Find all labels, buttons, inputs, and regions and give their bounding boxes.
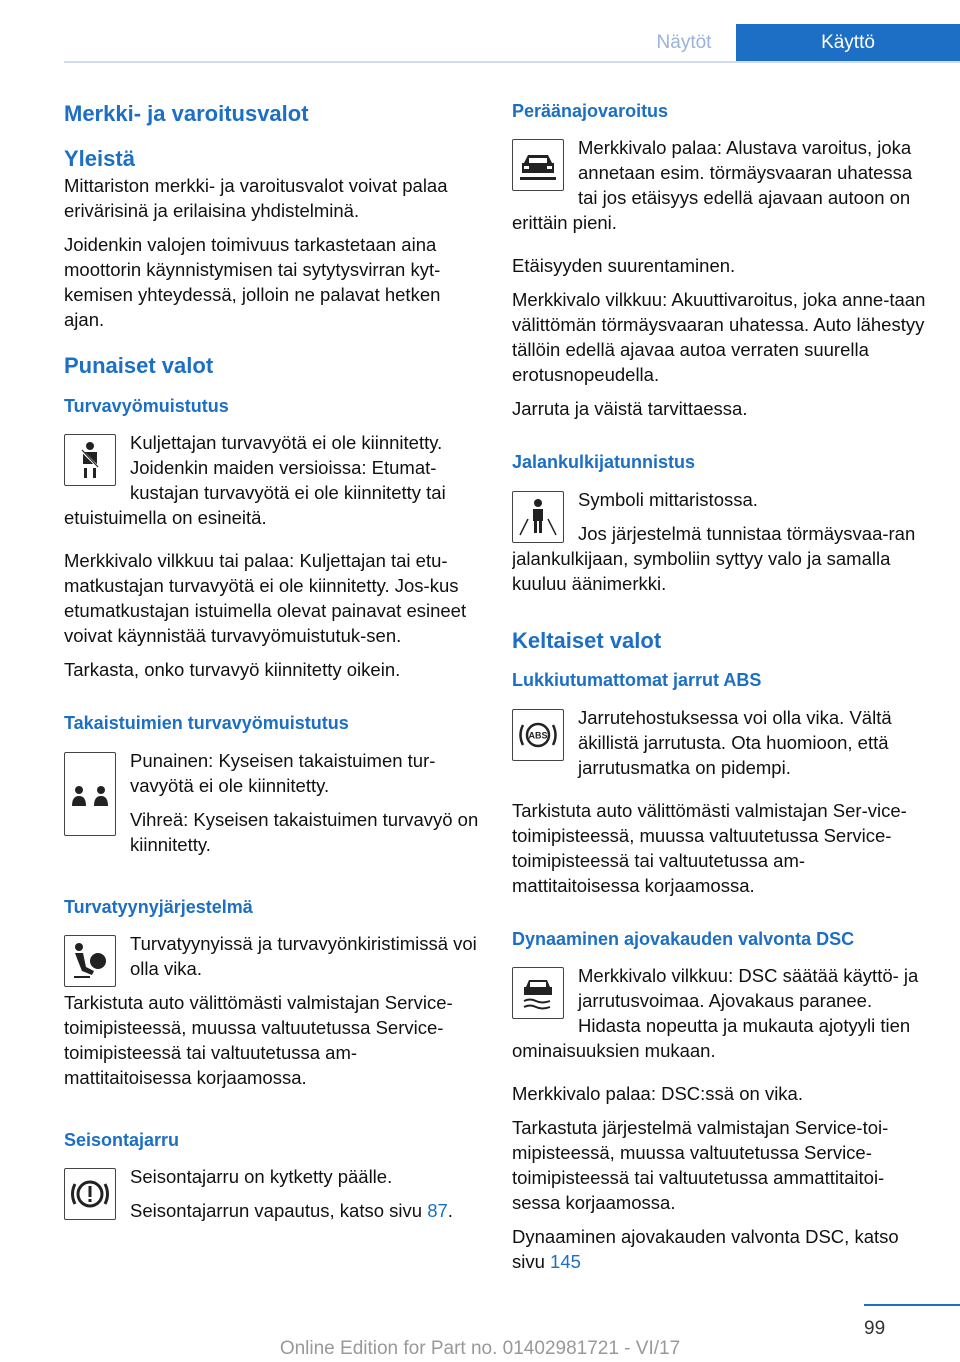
warning-block-rear-seatbelt: [64, 748, 480, 866]
paragraph: Tarkistuta auto välittömästi valmistajan Ser-vice-toimipisteessä, muussa valtuutetussa Service-toimipisteessä tai valtuutetussa am-mattitaitoisessa korjaamossa.: [512, 799, 907, 896]
paragraph: Seisontajarru on kytketty päälle.: [130, 1166, 393, 1188]
pedestrian-icon: [512, 491, 564, 543]
subheading-dsc: Dynaaminen ajovakauden valvonta DSC: [512, 928, 855, 949]
paragraph: Tarkistuta auto välittömästi valmistajan Service-toimipisteessä, muussa valtuutetussa Service-toimipisteessä tai valtuutetussa am-mattitaitoisessa korjaamossa.: [64, 991, 453, 1088]
paragraph: Kuljettajan turvavyötä ei ole kiinnitetty. Joidenkin maiden versioissa: Etumat-kustajan turvavyötä ei ole kiinnitetty tai etuistuimella on esineitä.: [64, 432, 446, 529]
seatbelt-icon: [64, 434, 116, 486]
paragraph: Vihreä: Kyseisen takaistuimen turvavyö on kiinnitetty.: [130, 808, 479, 855]
paragraph: Merkkivalo palaa: DSC:ssä on vika.: [512, 1083, 803, 1105]
section-heading-red: Punaiset valot: [64, 353, 214, 379]
right-column: [512, 100, 928, 1283]
footer-divider: [864, 1304, 960, 1306]
paragraph: Merkkivalo palaa: Alustava varoitus, joka annetaan esim. törmäysvaaran uhatessa tai jos etäisyys edellä ajavaan autoon on erittäin pieni.: [512, 137, 913, 234]
paragraph: Turvatyynyissä ja turvavyönkiristimissä voi olla vika.: [130, 932, 477, 979]
warning-block-abs: [512, 705, 928, 789]
paragraph: Merkkivalo vilkkuu: DSC säätää käyttö- ja jarrutusvoimaa. Ajovakaus paranee. Hidasta nopeutta ja mukauta ajotyyli tien ominaisuuksien mukaan.: [512, 965, 919, 1062]
paragraph: Joidenkin valojen toimivuus tarkastetaan aina moottorin käynnistymisen tai sytytysvirran kyt-kemisen yhteydessä, jolloin ne palavat hetken ajan.: [64, 234, 441, 331]
subheading-pedestrian: Jalankulkijatunnistus: [512, 452, 696, 473]
subheading-collision-warning: Peräänajovaroitus: [512, 101, 669, 121]
warning-block-parking-brake: [64, 1164, 480, 1232]
dsc-icon: [512, 967, 564, 1019]
paragraph: Jarrutehostuksessa voi olla vika. Vältä äkillistä jarrutusta. Ota huomioon, että jarrutusmatka on pidempi.: [578, 706, 892, 778]
page-title: Merkki- ja varoitusvalot: [64, 101, 309, 126]
subheading-parking-brake: Seisontajarru: [64, 1129, 180, 1150]
paragraph: Punainen: Kyseisen takaistuimen tur-vavyötä ei ole kiinnitetty.: [130, 749, 436, 796]
paragraph: [64, 1198, 480, 1223]
warning-block-airbag: [64, 931, 480, 1099]
paragraph: Symboli mittaristossa.: [578, 488, 758, 510]
rear-seat-occupants-icon: [64, 752, 116, 836]
abs-icon: [512, 709, 564, 761]
warning-block-pedestrian: [512, 487, 928, 605]
paragraph: Tarkastuta järjestelmä valmistajan Service-toi-mipisteessä, muussa valtuutetussa Service-toimipisteessä tai valtuutetussa ammattitaitoi-sessa korjaamossa.: [512, 1117, 889, 1214]
section-heading-yellow: Keltaiset valot: [512, 627, 662, 653]
subheading-seatbelt: Turvavyömuistutus: [64, 395, 229, 416]
subheading-abs: Lukkiutumattomat jarrut ABS: [512, 670, 762, 691]
abs-icon-label: ABS: [528, 730, 548, 741]
paragraph-text: Seisontajarrun vapautus, katso sivu: [130, 1200, 428, 1222]
paragraph: [512, 1224, 928, 1274]
paragraph: Merkkivalo vilkkuu tai palaa: Kuljettajan tai etu-matkustajan turvavyötä ei ole kiinnitetty. Jos-kus etumatkustajan istuimella olevat painavat esineet voivat käynnistää turvavyömuistutuk-sen.: [64, 550, 467, 647]
page-link-145[interactable]: 145: [550, 1251, 581, 1273]
airbag-icon: [64, 935, 116, 987]
paragraph: Mittariston merkki- ja varoitusvalot voivat palaa erivärisinä ja erilaisina yhdistelminä.: [64, 175, 448, 222]
paragraph: Etäisyyden suurentaminen.: [512, 255, 736, 277]
warning-block-seatbelt: [64, 430, 480, 539]
tab-kaytto[interactable]: Käyttö: [736, 24, 960, 62]
subheading-airbag: Turvatyynyjärjestelmä: [64, 896, 253, 917]
header-divider: [64, 61, 960, 63]
left-column: [64, 100, 480, 1241]
paragraph: Jarruta ja väistä tarvittaessa.: [512, 398, 748, 420]
paragraph: Jos järjestelmä tunnistaa törmäysvaa-ran jalankulkijaan, symboliin syttyy valo ja samalla kuuluu äänimerkki.: [512, 522, 916, 594]
page-link-87[interactable]: 87: [427, 1200, 448, 1222]
header-tabs: [632, 24, 960, 62]
subheading-rear-seatbelt: Takaistuimien turvavyömuistutus: [64, 713, 349, 734]
paragraph: Merkkivalo vilkkuu: Akuuttivaroitus, joka anne-taan välittömän törmäysvaaran uhatessa. Auto lähestyy tällöin edellä ajavaa autoa verraten suurella erotusnopeudella.: [512, 289, 926, 386]
parking-brake-icon: [64, 1168, 116, 1220]
warning-block-collision: [512, 135, 928, 244]
section-heading-general: Yleistä: [64, 145, 135, 171]
page-number: 99: [864, 1318, 886, 1339]
paragraph-text: .: [447, 1200, 453, 1222]
tab-naytot[interactable]: Näytöt: [632, 24, 736, 62]
paragraph: Tarkasta, onko turvavyö kiinnitetty oikein.: [64, 659, 401, 681]
edition-footer: Online Edition for Part no. 01402981721 - VI/17: [279, 1338, 681, 1359]
warning-block-dsc: [512, 963, 928, 1072]
front-car-icon: [512, 139, 564, 191]
paragraph-text: Dynaaminen ajovakauden valvonta DSC, katso sivu: [512, 1226, 899, 1273]
